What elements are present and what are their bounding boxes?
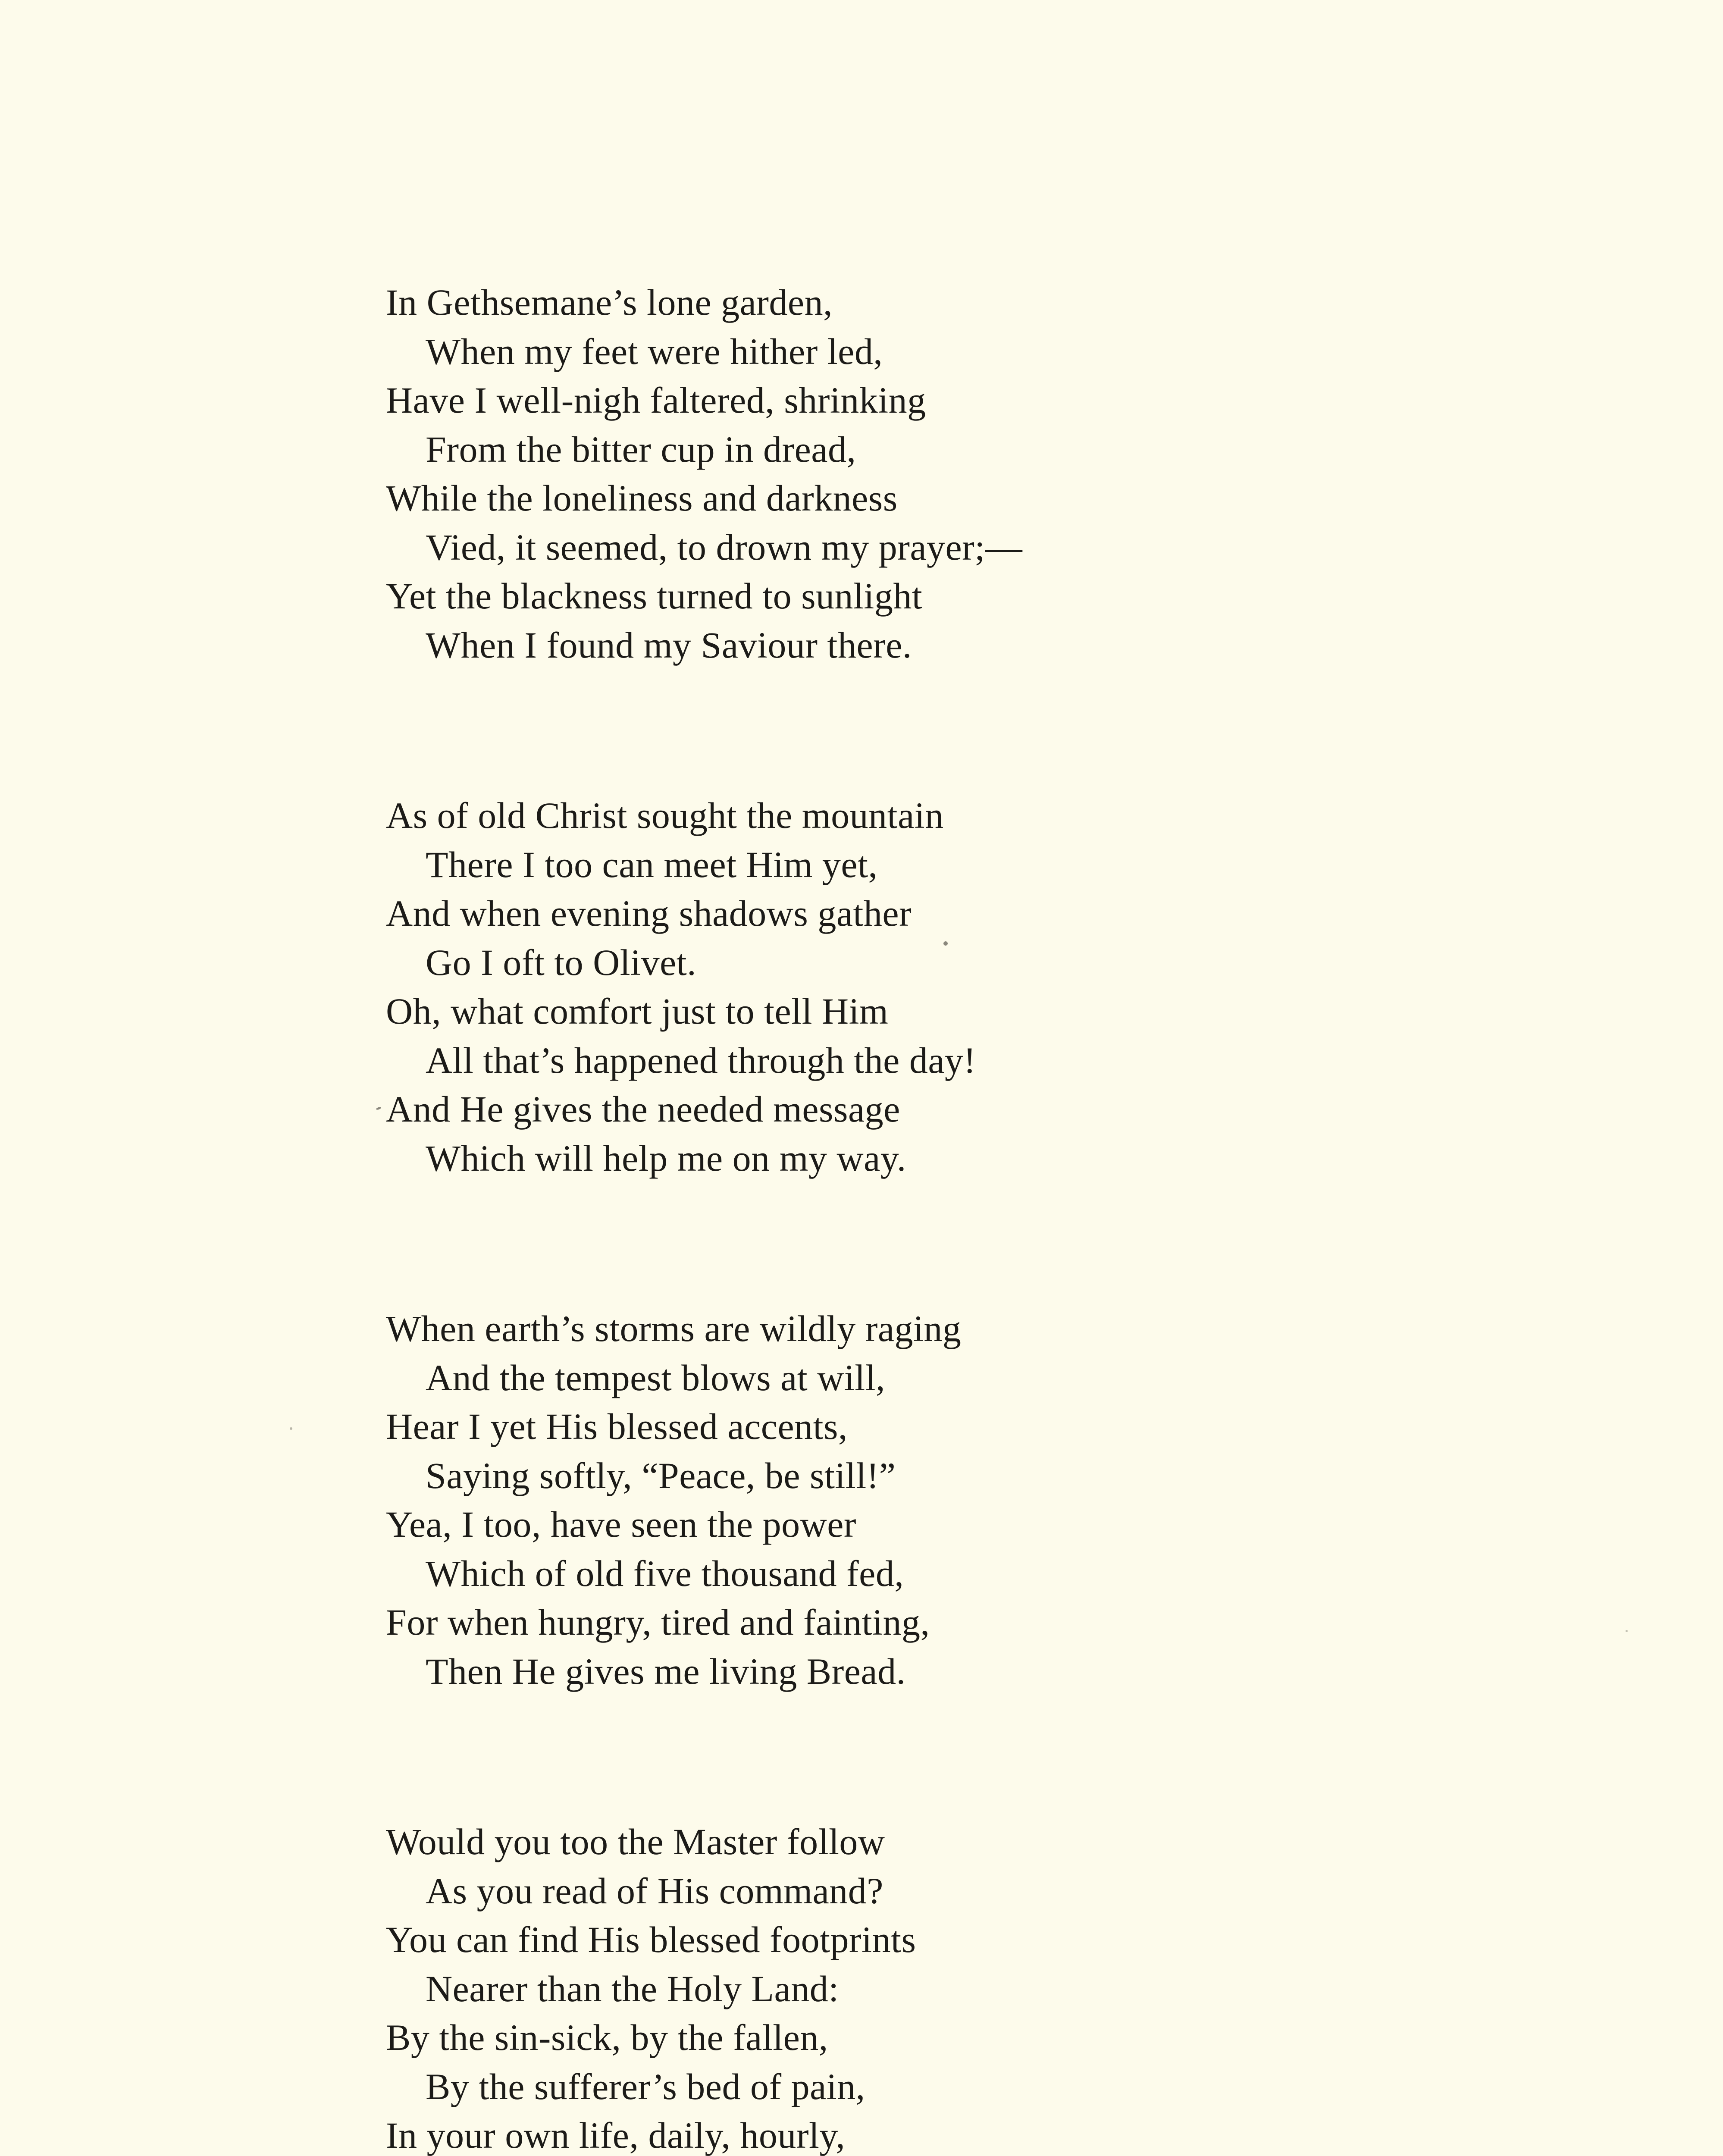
- poem-line: All that’s happened through the day!: [426, 1039, 976, 1081]
- poem-line: In your own life, daily, hourly,: [386, 2115, 846, 2156]
- poem-line: Then He gives me living Bread.: [426, 1650, 906, 1692]
- poem-line: As you read of His command?: [426, 1870, 883, 1912]
- poem-line: In Gethsemane’s lone garden,: [386, 282, 833, 323]
- poem-line: Vied, it seemed, to drown my prayer;—: [426, 526, 1023, 568]
- poem-line: For when hungry, tired and fainting,: [386, 1601, 930, 1643]
- poem-line: Yet the blackness turned to sunlight: [386, 575, 923, 617]
- poem-line: When my feet were hither led,: [426, 330, 883, 372]
- ink-speck: [1626, 1630, 1628, 1632]
- poem-line: There I too can meet Him yet,: [426, 843, 878, 885]
- poem-line: And He gives the needed message: [386, 1088, 900, 1130]
- poem-line: Go I oft to Olivet.: [426, 941, 697, 983]
- ink-speck: [290, 1427, 292, 1430]
- stanza-3: [386, 1304, 1421, 1696]
- poem-line: Yea, I too, have seen the power: [386, 1504, 857, 1545]
- poem-line: Which will help me on my way.: [426, 1137, 906, 1179]
- poem-line: You can find His blessed footprints: [386, 1919, 916, 1960]
- poem-line: Nearer than the Holy Land:: [426, 1968, 839, 2009]
- poem-line: From the bitter cup in dread,: [426, 428, 856, 470]
- poem-line: As of old Christ sought the mountain: [386, 795, 944, 836]
- poem-line: Have I well-nigh faltered, shrinking: [386, 379, 926, 421]
- ink-speck: [943, 941, 948, 946]
- poem-line: By the sufferer’s bed of pain,: [426, 2065, 865, 2107]
- poem-line: And when evening shadows gather: [386, 893, 912, 934]
- stanza-1: [386, 278, 1421, 670]
- poem-line: Hear I yet His blessed accents,: [386, 1406, 848, 1447]
- poem-line: Saying softly, “Peace, be still!”: [426, 1454, 896, 1496]
- poem-line: Oh, what comfort just to tell Him: [386, 990, 889, 1032]
- poem-line: Which of old five thousand fed,: [426, 1552, 904, 1594]
- ink-speck: [376, 1106, 382, 1110]
- poem-line: When I found my Saviour there.: [426, 624, 912, 666]
- stanza-2: [386, 791, 1421, 1183]
- poem-line: By the sin-sick, by the fallen,: [386, 2017, 828, 2058]
- poem-line: When earth’s storms are wildly raging: [386, 1308, 962, 1349]
- poem-line: While the loneliness and darkness: [386, 477, 898, 519]
- poem-line: And the tempest blows at will,: [426, 1357, 885, 1398]
- poem-line: Would you too the Master follow: [386, 1821, 885, 1862]
- stanza-4: [386, 1818, 1421, 2156]
- poem: [386, 278, 1421, 2156]
